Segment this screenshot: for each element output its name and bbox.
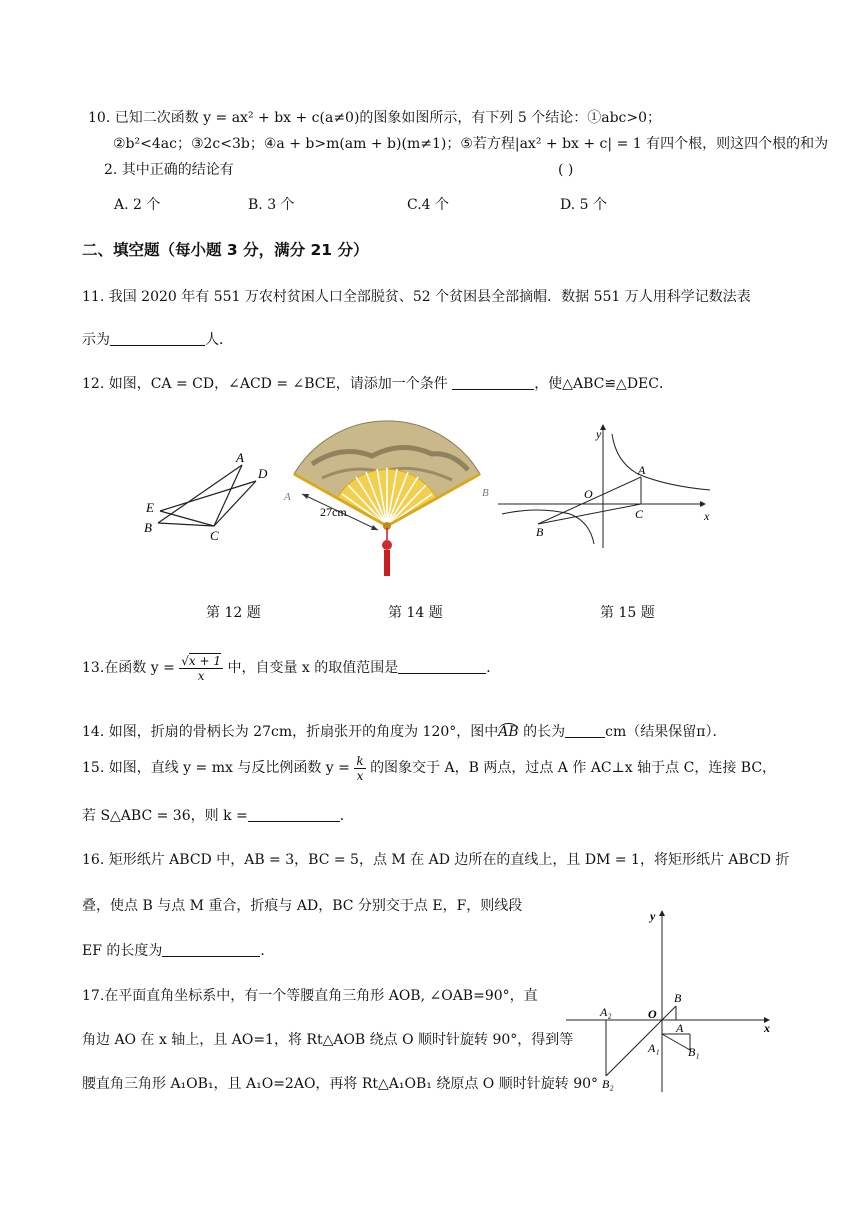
triangle-aob [662,1006,676,1020]
q15-line2 [82,806,354,826]
label-x: x [764,1021,770,1035]
q11-text-a: 示为 [82,332,110,348]
q15-text-b: 的图象交于 A，B 两点，过点 A 作 AC⊥x 轴于点 C，连接 BC， [370,760,777,776]
label-x: x [704,509,710,523]
q11-line1: 11. 我国 2020 年有 551 万农村贫困人口全部脱贫、52 个贫困县全部摘帽．数据 551 万人用科学记数法表 [82,289,751,305]
q15-numerator: k [356,753,364,768]
q17-line2: 角边 AO 在 x 轴上，且 AO=1，将 Rt△AOB 绕点 O 顺时针旋转 90°，得到等 [82,1032,574,1048]
hyperbola-branch-2 [502,510,594,544]
q13-text-b: 中，自变量 x 的取值范围是 [227,660,399,676]
triangle-a1ob1 [662,1034,690,1050]
label-a: A [284,491,291,503]
q10-line3: 2. 其中正确的结论有 [104,162,234,178]
caption-fig14: 第 14 题 [388,605,443,621]
q13-answer-blank[interactable] [398,659,486,674]
figure-15 [498,424,720,548]
label-b2: B₂ [602,1077,614,1091]
q13-numerator: √x + 1 [181,653,222,668]
hyperbola-branch-1 [612,434,710,490]
q14-answer-blank[interactable] [565,723,605,738]
label-d: D [258,466,268,481]
label-b: B [536,525,544,539]
q11-line2 [82,330,233,350]
q10-line1: 10. 已知二次函数 y = ax² + bx + c(a≠0)的图象如图所示，有下列 5 个结论：①abc>0； [88,110,662,126]
q15-text-a: 15. 如图，直线 y = mx 与反比例函数 y = [82,760,350,776]
q16-text-b: ． [260,943,275,959]
label-e: E [146,500,154,515]
q10-option-a: A. 2 个 [114,197,161,213]
q13-text-c: ． [486,660,501,676]
q16-answer-blank[interactable] [162,942,260,957]
q12-line [82,374,673,394]
q13-line [82,644,500,692]
label-y: y [650,909,656,923]
q10-line2: ②b²<4ac；③2c<3b；④a + b>m(am + b)(m≠1)；⑤若方程|ax² + bx + c| = 1 有四个根，则这四个根的和为 [113,136,829,152]
label-a1: A₁ [648,1041,660,1055]
q15-answer-blank[interactable] [248,807,340,822]
q12-text-b: ，使△ABC≌△DEC． [534,376,673,392]
q15-line1 [82,748,776,788]
label-a: A [676,1021,684,1035]
label-a: A [638,463,646,477]
q13-text-a: 13.在函数 y = [82,660,175,676]
q10-option-b: B. 3 个 [248,197,295,213]
q15-fraction [354,754,365,783]
label-b: B [674,991,682,1005]
label-y: y [596,427,602,441]
q17-line1: 17.在平面直角坐标系中，有一个等腰直角三角形 AOB, ∠OAB=90°，直 [82,988,538,1004]
label-o: O [648,1007,657,1021]
q14-text-c: cm（结果保留π）． [605,724,727,740]
caption-fig12: 第 12 题 [206,605,261,621]
q17-line3: 腰直角三角形 A₁OB₁，且 A₁O=2AO，再将 Rt△A₁OB₁ 绕原点 O 顺时针旋转 90° [82,1076,599,1092]
q15-denominator: x [356,768,364,783]
q16-line1: 16. 矩形纸片 ABCD 中，AB = 3，BC = 5，点 M 在 AD 边所在的直线上，且 DM = 1，将矩形纸片 ABCD 折 [82,852,790,868]
tassel [384,550,390,576]
label-a: A [236,450,244,465]
q16-line3 [82,941,274,961]
dimension-label: 27cm [320,505,347,519]
q12-text-a: 12. 如图，CA = CD，∠ACD = ∠BCE，请添加一个条件 [82,376,453,392]
q10-answer-paren: ( ) [558,162,574,178]
q13-fraction [179,654,223,683]
q14-text-a: 14. 如图，折扇的骨柄长为 27cm，折扇张开的角度为 120°，图中 [82,724,499,740]
segment-bc [538,504,641,524]
q11-answer-blank[interactable] [110,331,205,346]
section-heading: 二、填空题（每小题 3 分，满分 21 分） [82,241,369,259]
label-b1: B₁ [688,1045,700,1059]
q11-text-b: 人． [205,332,233,348]
q14-arc-ab: AB [498,724,519,740]
q15-text-d: ． [339,808,354,824]
q16-text-a: EF 的长度为 [82,943,163,959]
q14-text-b: 的长为 [518,724,566,740]
q10-option-c: C.4 个 [407,197,450,213]
q15-text-c: 若 S△ABC = 36，则 k = [82,808,248,824]
q10-option-d: D. 5 个 [560,197,607,213]
label-b: B [144,520,152,535]
label-c: C [635,507,644,521]
q14-line [82,722,726,742]
label-c: C [210,528,219,543]
q13-denominator: x [197,668,205,683]
figure-17 [566,904,786,1096]
figure-14-fan [282,414,492,582]
label-b: B [482,487,489,499]
tassel-knot [382,540,392,550]
label-o: O [584,487,593,501]
label-a2: A₂ [600,1005,612,1019]
q16-line2: 叠，使点 B 与点 M 重合，折痕与 AD，BC 分别交于点 E，F，则线段 [82,898,523,914]
q12-answer-blank[interactable] [452,375,534,390]
caption-fig15: 第 15 题 [600,605,655,621]
figure-12 [138,448,278,544]
